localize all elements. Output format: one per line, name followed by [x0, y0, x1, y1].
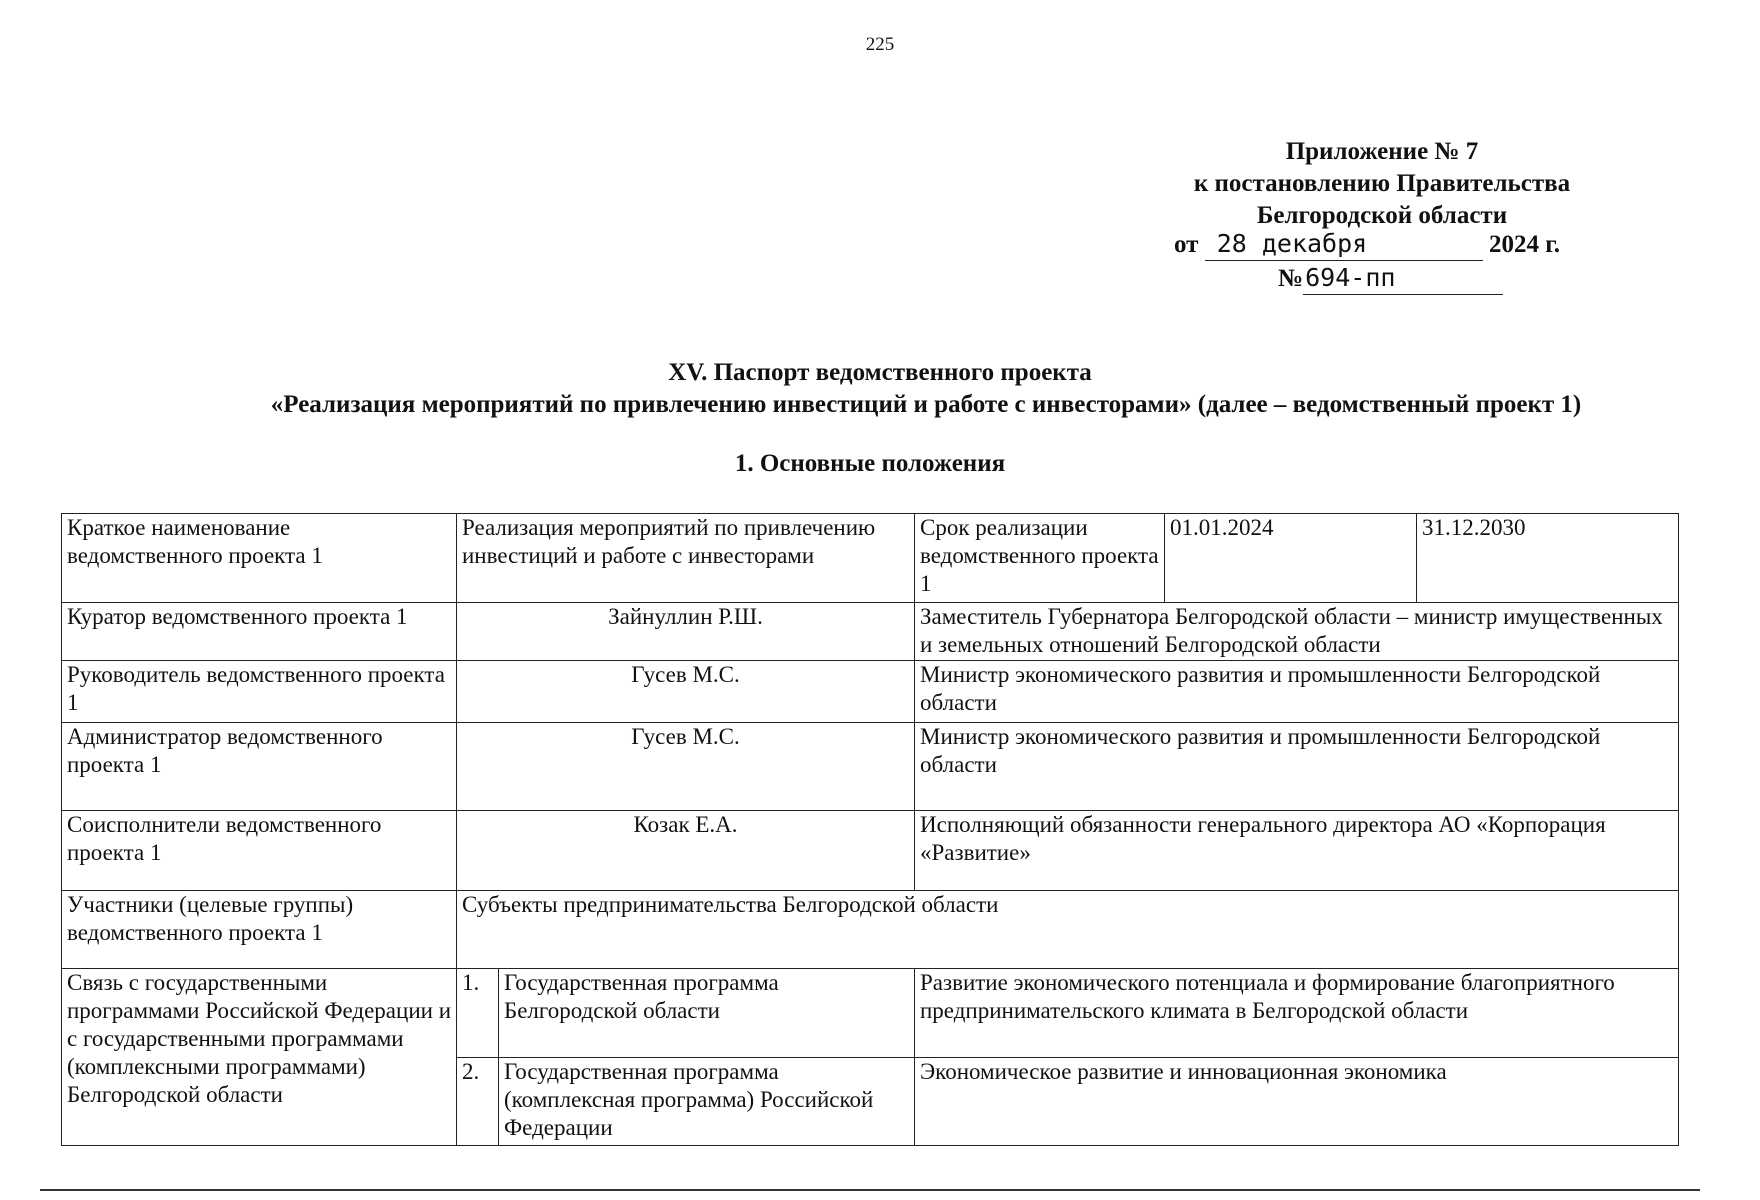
co-executors-position: Исполняющий обязанности генерального директора АО «Корпорация «Развитие» — [915, 811, 1679, 891]
program-1-name: Развитие экономического потенциала и формирование благоприятного предпринимательского климата в Белгородской области — [915, 969, 1679, 1058]
date-prefix: от — [1174, 231, 1199, 258]
table-row — [62, 603, 1679, 661]
date-suffix: 2024 г. — [1488, 231, 1560, 258]
section-heading: 1. Основные положения — [734, 450, 1006, 477]
appendix-header — [1162, 136, 1602, 232]
program-1-number: 1. — [457, 969, 499, 1058]
date-value: 28 декабря — [1205, 228, 1483, 261]
start-date: 01.01.2024 — [1165, 514, 1417, 603]
participants-label: Участники (целевые группы) ведомственного проекта 1 — [62, 891, 457, 969]
program-1-type: Государственная программа Белгородской области — [499, 969, 915, 1058]
head-label: Руководитель ведомственного проекта 1 — [62, 661, 457, 723]
number-value: 694-пп — [1303, 262, 1503, 295]
curator-name: Зайнуллин Р.Ш. — [457, 603, 915, 661]
table-row — [62, 811, 1679, 891]
program-2-name: Экономическое развитие и инновационная экономика — [915, 1058, 1679, 1146]
program-2-number: 2. — [457, 1058, 499, 1146]
table-row — [62, 969, 1679, 1058]
table-row — [62, 723, 1679, 811]
co-executors-name: Козак Е.А. — [457, 811, 915, 891]
project-passport-table — [61, 513, 1679, 1146]
number-prefix: № — [1278, 265, 1304, 292]
page-number: 225 — [865, 34, 895, 55]
table-row — [62, 661, 1679, 723]
co-executors-label: Соисполнители ведомственного проекта 1 — [62, 811, 457, 891]
table-row — [62, 891, 1679, 969]
administrator-position: Министр экономического развития и промышленности Белгородской области — [915, 723, 1679, 811]
bottom-rule — [40, 1189, 1700, 1191]
administrator-name: Гусев М.С. — [457, 723, 915, 811]
short-name-label: Краткое наименование ведомственного проекта 1 — [62, 514, 457, 603]
end-date: 31.12.2030 — [1417, 514, 1679, 603]
curator-position: Заместитель Губернатора Белгородской области – министр имущественных и земельных отношений Белгородской области — [915, 603, 1679, 661]
appendix-date-line — [1174, 228, 1614, 261]
term-label: Срок реализации ведомственного проекта 1 — [915, 514, 1165, 603]
program-2-type: Государственная программа (комплексная программа) Российской Федерации — [499, 1058, 915, 1146]
title-line-1: XV. Паспорт ведомственного проекта — [668, 359, 1092, 386]
head-position: Министр экономического развития и промышленности Белгородской области — [915, 661, 1679, 723]
short-name-value: Реализация мероприятий по привлечению инвестиций и работе с инвесторами — [457, 514, 915, 603]
administrator-label: Администратор ведомственного проекта 1 — [62, 723, 457, 811]
participants-value: Субъекты предпринимательства Белгородской области — [457, 891, 1679, 969]
appendix-region: Белгородской области — [1256, 202, 1508, 229]
head-name: Гусев М.С. — [457, 661, 915, 723]
table-row — [62, 514, 1679, 603]
appendix-number: Приложение № 7 — [1285, 138, 1479, 165]
appendix-reference: к постановлению Правительства — [1193, 170, 1571, 197]
programs-label: Связь с государственными программами Российской Федерации и с государственными программами (комплексными программами) Белгородской области — [62, 969, 457, 1146]
title-line-2: «Реализация мероприятий по привлечению инвестиций и работе с инвесторами» (далее – ведомственный проект 1) — [270, 391, 1582, 418]
document-title — [0, 357, 1760, 421]
appendix-number-line — [1278, 262, 1503, 295]
curator-label: Куратор ведомственного проекта 1 — [62, 603, 457, 661]
